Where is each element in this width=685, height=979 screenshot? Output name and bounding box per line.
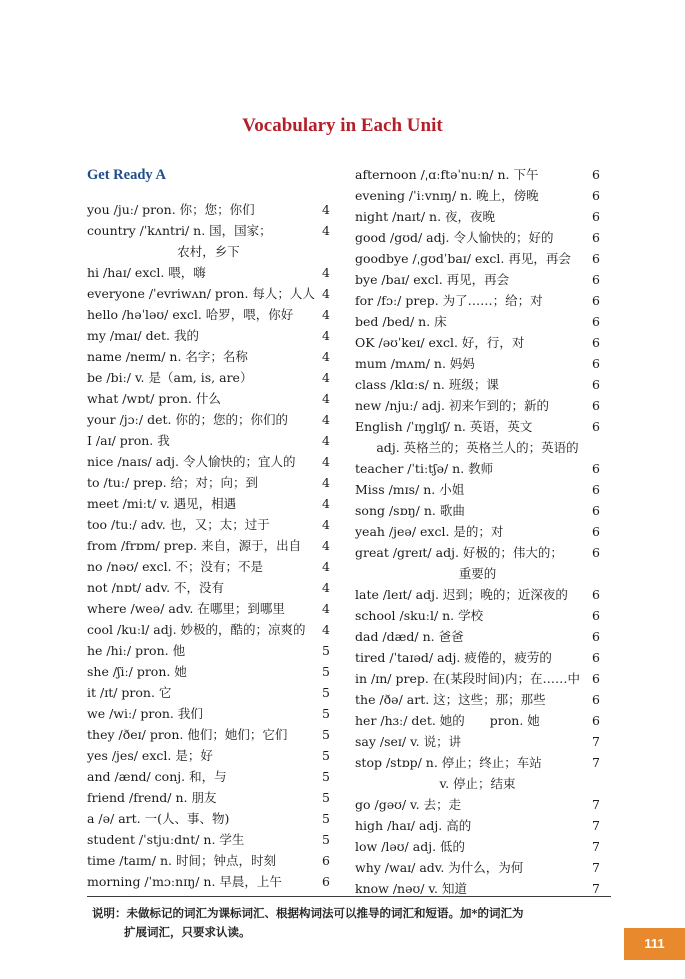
vocab-entry [87, 367, 330, 388]
vocab-entry-unit: 4 [322, 307, 330, 322]
vocab-entry-text: time /taɪm/ n. 时间；钟点，时刻 [87, 853, 276, 868]
vocab-entry-unit: 4 [322, 580, 330, 595]
vocab-entry [87, 220, 330, 262]
vocab-entry-unit: 6 [592, 713, 600, 728]
vocab-entry-unit: 5 [322, 748, 330, 763]
vocab-entry-unit: 7 [592, 818, 600, 833]
footnote-line-2: 扩展词汇，只要求认读。 [124, 925, 251, 939]
vocab-entry-unit: 6 [592, 230, 600, 245]
vocab-entry-text: everyone /ˈevriwʌn/ pron. 每人；人人 [87, 286, 315, 301]
vocab-entry [355, 794, 600, 815]
vocab-entry-text: teacher /ˈtiːtʃə/ n. 教师 [355, 461, 494, 476]
vocab-entry [87, 451, 330, 472]
page-title: Vocabulary in Each Unit [242, 115, 443, 136]
section-heading: Get Ready A [87, 167, 166, 183]
vocab-entry-text: name /neɪm/ n. 名字；名称 [87, 349, 248, 364]
vocab-entry-unit: 6 [592, 167, 600, 182]
vocab-entry-text: we /wiː/ pron. 我们 [87, 706, 203, 721]
vocab-entry-text: morning /ˈmɔːnɪŋ/ n. 早晨，上午 [87, 874, 282, 889]
vocab-entry-text: the /ðə/ art. 这；这些；那；那些 [355, 692, 546, 707]
vocab-entry-unit: 4 [322, 454, 330, 469]
vocab-entry-continuation: 重要的 [458, 566, 497, 581]
vocab-entry-unit: 6 [592, 482, 600, 497]
vocab-entry-text: friend /frend/ n. 朋友 [87, 790, 217, 805]
vocab-entry-text: low /ləʊ/ adj. 低的 [355, 839, 466, 854]
vocab-entry [355, 395, 600, 416]
vocab-entry [355, 710, 600, 731]
vocab-entry-text: no /nəʊ/ excl. 不；没有；不是 [87, 559, 264, 574]
vocab-entry [355, 248, 600, 269]
vocab-entry [87, 766, 330, 787]
vocab-entry [355, 857, 600, 878]
vocab-entry-text: my /maɪ/ det. 我的 [87, 328, 199, 343]
vocab-entry-unit: 7 [592, 797, 600, 812]
vocab-entry-text: know /nəʊ/ v. 知道 [355, 881, 467, 896]
vocab-entry-unit: 4 [322, 517, 330, 532]
vocab-entry [355, 626, 600, 647]
vocab-entry [355, 227, 600, 248]
vocab-entry [355, 815, 600, 836]
vocab-entry-unit: 4 [322, 559, 330, 574]
vocab-entry-text: stop /stɒp/ n. 停止；终止；车站 [355, 755, 542, 770]
vocab-entry-text: goodbye /ˌgʊdˈbaɪ/ excl. 再见，再会 [355, 251, 571, 266]
vocab-entry-text: great /greɪt/ adj. 好极的；伟大的； [355, 545, 563, 560]
vocab-entry [355, 185, 600, 206]
vocab-entry [355, 374, 600, 395]
vocab-entry [87, 745, 330, 766]
vocab-entry [87, 577, 330, 598]
vocab-entry-unit: 6 [592, 356, 600, 371]
vocab-entry-unit: 4 [322, 622, 330, 637]
vocab-entry-text: too /tuː/ adv. 也，又；太；过于 [87, 517, 270, 532]
vocab-entry-text: song /sɒŋ/ n. 歌曲 [355, 503, 465, 518]
vocab-entry-unit: 7 [592, 860, 600, 875]
vocab-entry-text: and /ænd/ conj. 和，与 [87, 769, 227, 784]
vocab-entry-unit: 4 [322, 538, 330, 553]
vocab-entry-unit: 5 [322, 769, 330, 784]
vocab-entry-unit: 5 [322, 790, 330, 805]
vocab-entry-unit: 4 [322, 328, 330, 343]
vocab-entry [355, 164, 600, 185]
vocab-entry-text: yes /jes/ excl. 是；好 [87, 748, 213, 763]
vocab-entry [87, 724, 330, 745]
vocab-entry [87, 304, 330, 325]
vocab-entry-text: go /gəʊ/ v. 去；走 [355, 797, 462, 812]
vocab-entry-text: she /ʃiː/ pron. 她 [87, 664, 187, 679]
vocab-entry-text: school /skuːl/ n. 学校 [355, 608, 484, 623]
vocab-entry-unit: 4 [322, 286, 330, 301]
vocab-entry-text: evening /ˈiːvnɪŋ/ n. 晚上，傍晚 [355, 188, 539, 203]
vocab-entry-unit: 6 [592, 671, 600, 686]
vocab-entry-unit: 4 [322, 265, 330, 280]
vocab-entry-text: say /seɪ/ v. 说；讲 [355, 734, 462, 749]
vocab-entry-text: afternoon /ˌɑːftəˈnuːn/ n. 下午 [355, 167, 539, 182]
vocab-entry-unit: 6 [592, 461, 600, 476]
vocab-entry-unit: 4 [322, 391, 330, 406]
vocab-entry-unit: 4 [322, 496, 330, 511]
vocab-entry-unit: 6 [592, 272, 600, 287]
vocab-entry-unit: 5 [322, 727, 330, 742]
vocab-entry [87, 598, 330, 619]
vocab-entry [355, 668, 600, 689]
divider [87, 896, 611, 897]
vocab-entry-text: tired /ˈtaɪəd/ adj. 疲倦的，疲劳的 [355, 650, 552, 665]
vocab-entry-continuation: adj. 英格兰的；英格兰人的；英语的 [376, 440, 579, 455]
vocab-entry-unit: 7 [592, 734, 600, 749]
vocab-entry-unit: 7 [592, 755, 600, 770]
vocab-entry-unit: 6 [322, 853, 330, 868]
vocab-entry [87, 808, 330, 829]
vocab-entry-unit: 6 [592, 650, 600, 665]
vocab-entry-unit: 6 [592, 314, 600, 329]
vocab-entry-text: country /ˈkʌntri/ n. 国，国家； [87, 223, 272, 238]
vocab-entry-text: for /fɔː/ prep. 为了……；给；对 [355, 293, 543, 308]
vocab-entry [355, 500, 600, 521]
vocab-entry-unit: 6 [592, 629, 600, 644]
vocab-entry-unit: 6 [592, 608, 600, 623]
vocab-entry-text: hi /haɪ/ excl. 喂，嗨 [87, 265, 206, 280]
vocab-entry [355, 647, 600, 668]
vocab-entry-continuation: 农村，乡下 [177, 244, 240, 259]
vocab-entry-text: her /hɜː/ det. 她的 pron. 她 [355, 713, 540, 728]
vocab-entry [87, 262, 330, 283]
vocab-entry [355, 689, 600, 710]
vocab-entry-text: not /nɒt/ adv. 不，没有 [87, 580, 225, 595]
vocab-entry-text: nice /naɪs/ adj. 令人愉快的；宜人的 [87, 454, 296, 469]
vocab-entry-text: bye /baɪ/ excl. 再见，再会 [355, 272, 510, 287]
vocab-entry-text: hello /həˈləʊ/ excl. 哈罗，喂，你好 [87, 307, 294, 322]
vocab-entry [87, 640, 330, 661]
vocab-entry [87, 703, 330, 724]
vocab-entry-text: he /hiː/ pron. 他 [87, 643, 186, 658]
vocab-entry-text: why /waɪ/ adv. 为什么，为何 [355, 860, 524, 875]
vocab-entry-text: meet /miːt/ v. 遇见，相遇 [87, 496, 237, 511]
vocab-entry-text: night /naɪt/ n. 夜，夜晚 [355, 209, 496, 224]
vocab-entry-text: Miss /mɪs/ n. 小姐 [355, 482, 465, 497]
vocab-entry-text: late /leɪt/ adj. 迟到；晚的；近深夜的 [355, 587, 568, 602]
vocab-entry-text: your /jɔː/ det. 你的；您的；你们的 [87, 412, 288, 427]
vocab-entry-text: class /klɑːs/ n. 班级；课 [355, 377, 499, 392]
vocab-entry [355, 290, 600, 311]
vocab-entry [355, 521, 600, 542]
vocab-entry-text: be /biː/ v. 是（am, is, are） [87, 370, 253, 385]
vocab-entry-unit: 4 [322, 223, 330, 238]
vocab-entry-unit: 5 [322, 664, 330, 679]
vocab-list-right [355, 164, 600, 899]
vocab-entry-unit: 5 [322, 685, 330, 700]
vocab-entry-text: high /haɪ/ adj. 高的 [355, 818, 472, 833]
vocab-entry [87, 661, 330, 682]
vocab-entry-unit: 7 [592, 881, 600, 896]
vocab-entry [87, 556, 330, 577]
vocab-entry [87, 388, 330, 409]
vocab-entry-unit: 4 [322, 202, 330, 217]
vocab-entry-text: cool /kuːl/ adj. 妙极的，酷的；凉爽的 [87, 622, 306, 637]
vocab-entry-unit: 6 [592, 545, 600, 560]
vocab-entry-text: English /ˈɪŋglɪʃ/ n. 英语，英文 [355, 419, 533, 434]
vocab-entry [355, 332, 600, 353]
vocab-entry-text: you /juː/ pron. 你；您；你们 [87, 202, 255, 217]
vocab-entry [355, 479, 600, 500]
vocab-entry-unit: 4 [322, 370, 330, 385]
vocab-entry-unit: 6 [592, 524, 600, 539]
vocab-entry-unit: 6 [592, 335, 600, 350]
vocab-entry [87, 199, 330, 220]
right-column [355, 164, 600, 899]
vocab-entry [355, 605, 600, 626]
vocab-entry [87, 430, 330, 451]
vocab-entry [87, 472, 330, 493]
vocab-entry [87, 346, 330, 367]
vocab-entry [87, 535, 330, 556]
vocab-entry-text: a /ə/ art. 一(人、事、物) [87, 811, 230, 826]
vocab-entry [355, 269, 600, 290]
vocab-entry [87, 493, 330, 514]
vocab-entry [87, 850, 330, 871]
vocab-entry-continuation: v. 停止；结束 [439, 776, 516, 791]
footnote [92, 904, 612, 942]
vocab-entry-text: it /ɪt/ pron. 它 [87, 685, 172, 700]
vocab-entry [87, 682, 330, 703]
vocab-entry [355, 542, 600, 584]
vocab-entry-text: new /njuː/ adj. 初来乍到的；新的 [355, 398, 549, 413]
vocab-entry-text: what /wɒt/ pron. 什么 [87, 391, 221, 406]
page-number: 111 [624, 928, 685, 960]
vocab-entry-unit: 6 [592, 293, 600, 308]
vocab-entry-unit: 5 [322, 706, 330, 721]
vocab-entry-text: in /ɪn/ prep. 在(某段时间)内；在……中 [355, 671, 581, 686]
vocab-entry-text: dad /dæd/ n. 爸爸 [355, 629, 464, 644]
vocab-entry-unit: 4 [322, 412, 330, 427]
vocab-entry-unit: 5 [322, 643, 330, 658]
vocab-entry-unit: 4 [322, 601, 330, 616]
vocab-entry-unit: 6 [592, 188, 600, 203]
vocab-entry [355, 584, 600, 605]
vocab-entry-unit: 6 [322, 874, 330, 889]
vocab-entry [87, 325, 330, 346]
vocab-entry-unit: 7 [592, 839, 600, 854]
vocab-entry [87, 871, 330, 892]
vocab-entry-unit: 6 [592, 692, 600, 707]
vocab-entry-unit: 6 [592, 419, 600, 434]
vocab-entry-unit: 6 [592, 209, 600, 224]
vocab-entry-text: I /aɪ/ pron. 我 [87, 433, 170, 448]
vocab-entry-text: from /frɒm/ prep. 来自，源于，出自 [87, 538, 302, 553]
vocab-entry [355, 731, 600, 752]
vocab-entry-unit: 6 [592, 503, 600, 518]
vocab-entry [355, 206, 600, 227]
vocab-entry-unit: 6 [592, 587, 600, 602]
vocab-entry [87, 787, 330, 808]
vocab-entry [355, 752, 600, 794]
vocab-entry-unit: 6 [592, 398, 600, 413]
left-column [87, 164, 330, 892]
vocab-entry-unit: 6 [592, 251, 600, 266]
footnote-line-1: 说明：未做标记的词汇为课标词汇、根据构词法可以推导的词汇和短语。加*的词汇为 [92, 906, 524, 920]
vocab-entry [355, 311, 600, 332]
vocab-entry [87, 409, 330, 430]
vocab-entry-unit: 6 [592, 377, 600, 392]
vocab-entry-text: yeah /jeə/ excl. 是的；对 [355, 524, 504, 539]
vocab-entry-unit: 5 [322, 811, 330, 826]
vocab-entry-unit: 4 [322, 475, 330, 490]
vocab-entry [87, 514, 330, 535]
vocab-entry-unit: 5 [322, 832, 330, 847]
vocab-entry-text: to /tuː/ prep. 给；对；向；到 [87, 475, 259, 490]
vocab-entry-unit: 4 [322, 349, 330, 364]
vocab-entry [87, 283, 330, 304]
vocab-entry-text: good /gʊd/ adj. 令人愉快的；好的 [355, 230, 554, 245]
vocab-entry-unit: 4 [322, 433, 330, 448]
vocab-entry [355, 416, 600, 458]
vocab-entry [355, 353, 600, 374]
vocab-entry-text: mum /mʌm/ n. 妈妈 [355, 356, 475, 371]
vocab-entry [355, 836, 600, 857]
vocab-entry [87, 829, 330, 850]
vocab-entry-text: OK /əʊˈkeɪ/ excl. 好，行，对 [355, 335, 525, 350]
vocab-entry-text: student /ˈstjuːdnt/ n. 学生 [87, 832, 245, 847]
vocab-list-left [87, 199, 330, 892]
vocab-entry-text: where /weə/ adv. 在哪里；到哪里 [87, 601, 285, 616]
vocab-entry-text: bed /bed/ n. 床 [355, 314, 447, 329]
vocab-entry [355, 458, 600, 479]
vocab-entry [87, 619, 330, 640]
vocab-entry-text: they /ðeɪ/ pron. 他们；她们；它们 [87, 727, 288, 742]
